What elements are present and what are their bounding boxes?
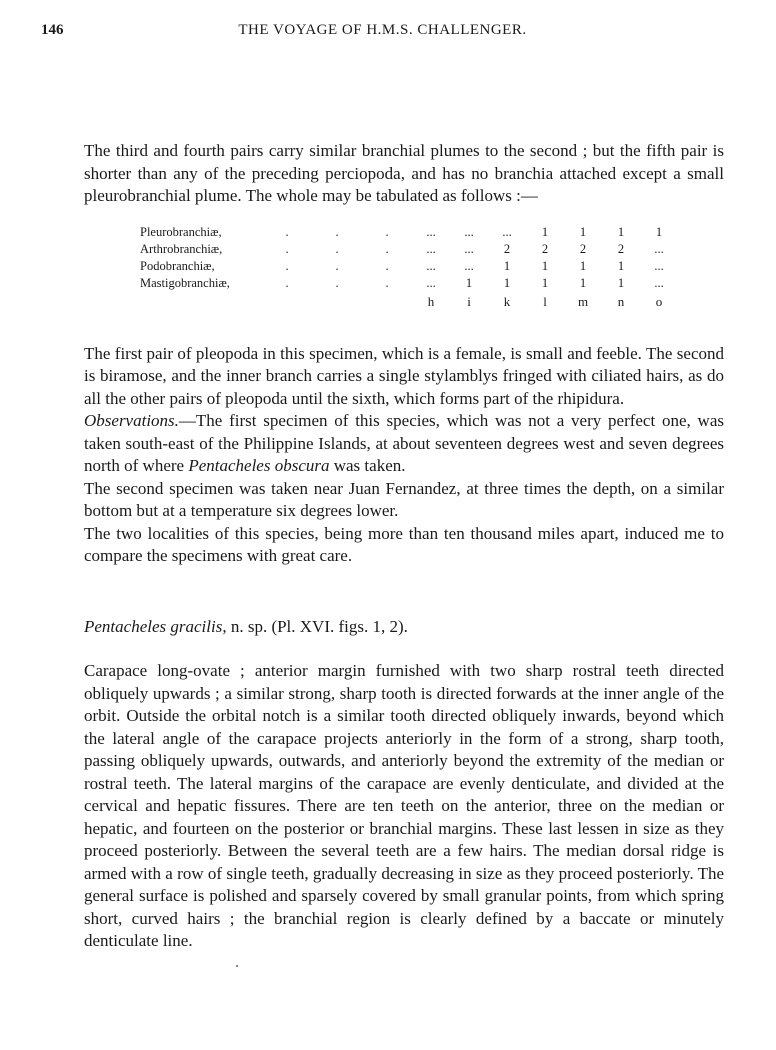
- running-title: THE VOYAGE OF H.M.S. CHALLENGER.: [238, 22, 527, 38]
- column-letter: l: [543, 294, 547, 309]
- leader-dot: .: [385, 258, 389, 273]
- table-cell: 1: [617, 224, 625, 239]
- paragraph-localities: The two localities of this species, being more than ten thousand miles apart, induced me to compare the specimens with great care.: [84, 523, 724, 565]
- scan-speck: [236, 965, 238, 967]
- paragraph-second-specimen: The second specimen was taken near Juan Fernandez, at three times the depth, on a similar bottom but at a temperature six degrees lower.: [84, 478, 724, 520]
- table-cell: ...: [464, 224, 474, 239]
- leader-dot: .: [335, 275, 339, 290]
- row-label: Arthrobranchiæ,: [140, 241, 223, 256]
- table-cell: ...: [464, 258, 474, 273]
- table-cell: 2: [617, 241, 625, 256]
- table-cell: 1: [617, 275, 625, 290]
- observations-text: —The first specimen of this species, which was not a very perfect one, was taken south-east of the Philippine Islands, at about seventeen degrees west and seven degrees north of where: [84, 411, 724, 475]
- leader-dot: .: [285, 258, 289, 273]
- table-cell: ...: [426, 224, 436, 239]
- species-name: Pentacheles obscura: [188, 456, 330, 475]
- leader-dot: .: [335, 224, 339, 239]
- leader-dot: .: [385, 275, 389, 290]
- observations-label: Observations.: [84, 411, 179, 430]
- table-cell: ...: [502, 224, 512, 239]
- paragraph-branchial-plumes: The third and fourth pairs carry similar branchial plumes to the second ; but the fifth pair is shorter than any of the preceding perciopoda, and has no branchia attached except a small pleurobranchial plume. The whole may be tabulated as follows :—: [84, 141, 724, 205]
- table-cell: 2: [503, 241, 511, 256]
- table-cell: 1: [541, 224, 549, 239]
- page-number: 146: [41, 22, 64, 38]
- table-cell: 1: [579, 224, 587, 239]
- leader-dot: .: [385, 241, 389, 256]
- table-cell: ...: [654, 258, 664, 273]
- column-letter: h: [427, 294, 435, 309]
- row-label: Pleurobranchiæ,: [140, 224, 222, 239]
- column-letter: o: [655, 294, 663, 309]
- column-letter: m: [577, 294, 589, 309]
- paragraph-observations: [84, 410, 724, 478]
- leader-dot: .: [385, 224, 389, 239]
- heading-species: Pentacheles gracilis: [84, 616, 223, 636]
- table-cell: 1: [617, 258, 625, 273]
- table-cell: 1: [503, 258, 511, 273]
- leader-dot: .: [285, 275, 289, 290]
- table-cell: ...: [426, 241, 436, 256]
- column-letters-row: [140, 292, 678, 311]
- paragraph-carapace: Carapace long-ovate ; anterior margin furnished with two sharp rostral teeth directed obliquely upwards ; a similar strong, sharp tooth is directed forwards at the inner angle of the orbit. Outside the orbital notch is a similar tooth directed obliquely inwards, beyond which the lateral angle of the carapace projects anteriorly in the form of a strong, sharp tooth, passing obliquely upwards, outwards, and anteriorly beyond the extremity of the median or rostral teeth. The lateral margins of the carapace are evenly denticulate, and divided at the cervical and hepatic fissures. There are ten teeth on the anterior, three on the median or hepatic, and fourteen on the posterior or branchial margins. These last lessen in size as they proceed posteriorly. Between the several teeth are a few hairs. The median dorsal ridge is armed with a row of single teeth, gradually decreasing in size as they proceed posteriorly. The general surface is polished and sparsely covered by small granular points, from which spring short, curved hairs ; the branchial region is clearly defined by a baccate or minutely denticulate line.: [84, 661, 724, 950]
- paragraph-pleopoda: The first pair of pleopoda in this specimen, which is a female, is small and feeble. The second is biramose, and the inner branch carries a single stylamblys fringed with ciliated hairs, as do all the other pairs of pleopoda until the sixth, which forms part of the rhipidura.: [84, 343, 724, 408]
- row-label: Podobranchiæ,: [140, 258, 215, 273]
- table-row: [140, 275, 678, 292]
- table-cell: ...: [426, 258, 436, 273]
- table-cell: 1: [541, 258, 549, 273]
- leader-dot: .: [285, 224, 289, 239]
- table-cell: 1: [579, 275, 587, 290]
- table-cell: ...: [654, 241, 664, 256]
- table-row: [140, 258, 678, 275]
- table-cell: 2: [541, 241, 549, 256]
- table-row: [140, 241, 678, 258]
- table-cell: ...: [426, 275, 436, 290]
- leader-dot: .: [335, 258, 339, 273]
- observations-text-end: was taken.: [329, 456, 406, 475]
- table-cell: 1: [465, 275, 473, 290]
- empty-cell: [262, 292, 312, 311]
- species-heading: [84, 616, 724, 639]
- column-letter: i: [467, 294, 471, 309]
- heading-rest: , n. sp. (Pl. XVI. figs. 1, 2).: [222, 616, 408, 636]
- column-letter: n: [617, 294, 625, 309]
- table-cell: 1: [503, 275, 511, 290]
- empty-cell: [140, 292, 262, 311]
- empty-cell: [312, 292, 362, 311]
- branchial-table: [140, 224, 678, 311]
- table-cell: 1: [541, 275, 549, 290]
- table-cell: 1: [579, 258, 587, 273]
- column-letter: k: [503, 294, 511, 309]
- table-cell: 1: [655, 224, 663, 239]
- table-cell: ...: [654, 275, 664, 290]
- leader-dot: .: [335, 241, 339, 256]
- table-cell: ...: [464, 241, 474, 256]
- empty-cell: [362, 292, 412, 311]
- running-header: [41, 22, 724, 42]
- row-label: Mastigobranchiæ,: [140, 275, 230, 290]
- leader-dot: .: [285, 241, 289, 256]
- table-cell: 2: [579, 241, 587, 256]
- text-column: [84, 140, 724, 953]
- table-row: [140, 224, 678, 241]
